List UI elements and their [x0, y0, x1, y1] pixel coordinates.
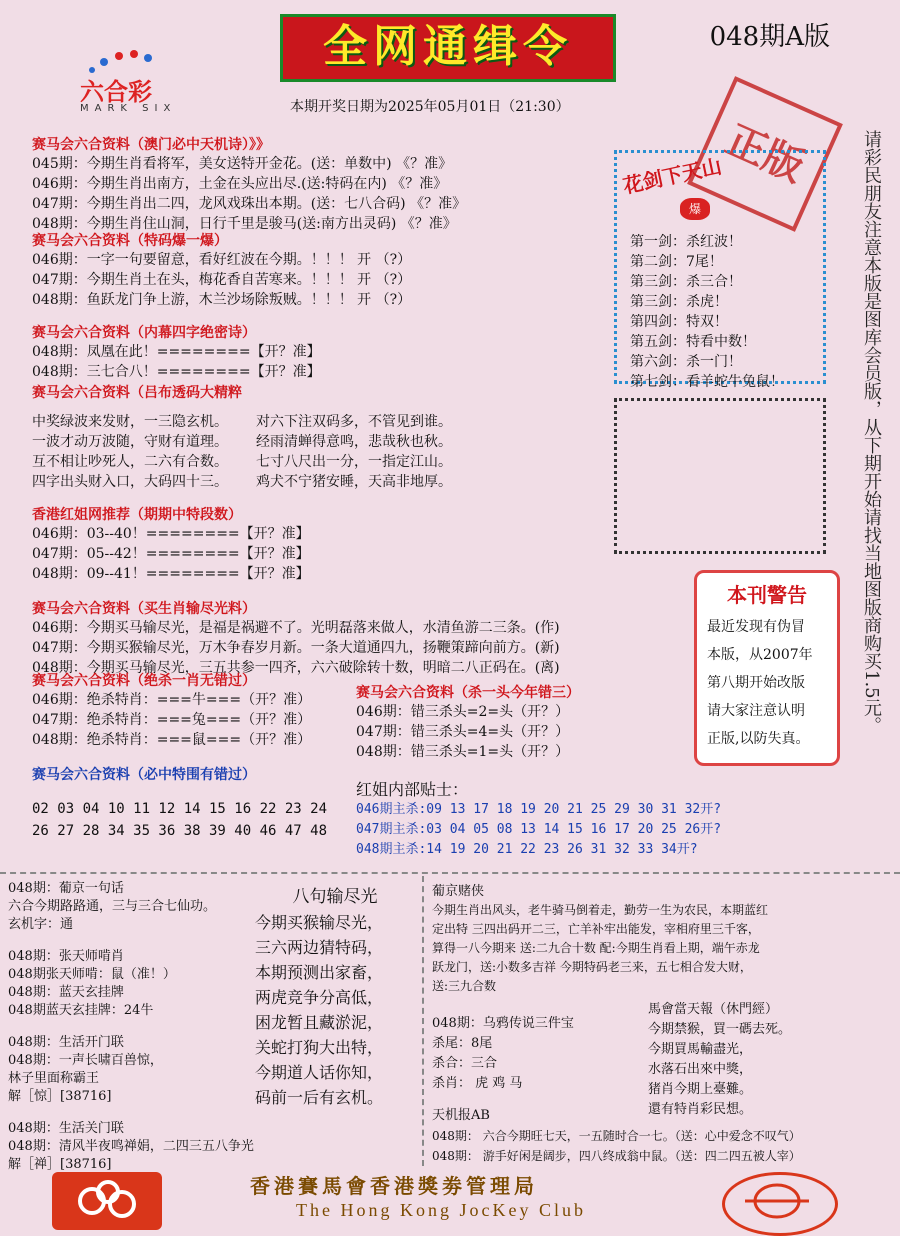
list-item: 048期：葡京一句话	[8, 881, 124, 896]
list-item: 048期：蓝天玄挂牌	[8, 985, 124, 1000]
number-row: 02 03 04 10 11 12 14 15 16 22 23 24	[32, 801, 328, 817]
poem-line: 今期道人话你知，	[255, 1063, 384, 1082]
sword-title: 花剑下天山	[620, 153, 724, 199]
list-item: 048期：09--41！========【开？准】	[32, 566, 310, 582]
section-special-code	[32, 230, 411, 310]
warning-title: 本刊警告	[727, 583, 807, 607]
list-item: 048期：生活关门联	[8, 1121, 124, 1136]
crow-block	[432, 1014, 574, 1094]
list-item: 046期：今期生肖出南方，土金在头应出尽.(送:特码在内) 《？准》	[32, 176, 448, 192]
list-item: 今期買馬輸盡光，	[648, 1042, 753, 1057]
list-item: 算得一八今期来 送:二九合十数 配:今期生肖看上期，端午赤龙	[432, 941, 760, 955]
section-macau-poem	[32, 134, 466, 234]
poem-line: 码前一后有玄机。	[255, 1088, 384, 1107]
section-buy-zodiac	[32, 598, 560, 678]
list-item: 跃龙门，送:小数多吉祥 今期特码老三来，五七相合发大财，	[432, 960, 752, 974]
list-item: 第六剑：杀一门！	[630, 354, 742, 370]
tianji-block	[432, 1106, 801, 1166]
list-item: 048期：凤凰在此！========【开？准】	[32, 344, 321, 360]
list-item: 第二剑：7尾！	[630, 254, 723, 270]
list-item: 048期：错三杀头=1=头（开？）	[356, 744, 570, 760]
bottom-left-col	[8, 880, 254, 1174]
poem-line: 困龙暂且藏淤泥，	[255, 1013, 384, 1032]
list-item: 048期：清风半夜鸣禅娟，二四三五八争光	[8, 1139, 254, 1154]
list-item: 048期：今期买马输尽光，三五共参一四齐，六六破除转十数，明暗二八正码在。(离)	[32, 660, 560, 676]
list-item: 048期：一声长啸百兽惊，	[8, 1053, 163, 1068]
list-item: 046期：错三杀头=2=头（开？）	[356, 704, 570, 720]
horse-title: 馬會當天報（休門經）	[648, 1002, 779, 1017]
issue-label: 048期A版	[709, 22, 830, 52]
list-item: 送:三九合数	[432, 979, 497, 993]
list-item: 048期：生活开门联	[8, 1035, 124, 1050]
list-item: 互不相让吵死人，二六有合数。	[32, 454, 228, 470]
section-kill-head	[356, 682, 580, 762]
warning-box	[694, 570, 840, 766]
warning-line: 正版,以防失真。	[707, 731, 810, 747]
lottery-logo	[722, 1172, 838, 1236]
list-item: 047期：今期买猴输尽光，万木争春岁月新。一条大道通四九，扬鞭策蹄向前方。(新)	[32, 640, 560, 656]
list-item: 048期：三七合八！========【开？准】	[32, 364, 321, 380]
list-item: 中奖绿波来发财，一三隐玄机。	[32, 414, 228, 430]
list-item: 047期：今期生肖出二四，龙风戏珠出本期。(送：七八合码) 《？准》	[32, 196, 467, 212]
poem-title: 八句输尽光	[292, 887, 378, 907]
list-item: 第四剑：特双！	[630, 314, 728, 330]
list-item: 046期：今期买马输尽光，是福是祸避不了。光明磊落来做人，水清鱼游二三条。(作)	[32, 620, 560, 636]
logo-sub: MARK SIX	[80, 103, 177, 114]
list-item: 葡京赌侠	[432, 884, 485, 899]
section-title: 赛马会六合资料（内幕四字绝密诗）	[32, 325, 256, 341]
page-title: 全网通缉令	[280, 14, 616, 82]
section-title: 赛马会六合资料（杀一头今年错三）	[356, 685, 580, 701]
list-item: 解［惊］[38716]	[8, 1089, 112, 1104]
jockey-club-logo	[52, 1172, 162, 1230]
list-item: 林子里面称霸王	[8, 1071, 100, 1086]
section-title: 赛马会六合资料（澳门必中天机诗）》》	[32, 137, 270, 153]
list-item: 048期：张天师啃肖	[8, 949, 124, 964]
list-item: 048期蓝天玄挂牌：24牛	[8, 1003, 154, 1018]
list-item: 鸡犬不宁猪安睡，天高非地厚。	[256, 474, 452, 490]
authentic-stamp: 正版	[687, 76, 843, 232]
list-item: 048期：乌鸦传说三件宝	[432, 1016, 574, 1031]
poem-line: 本期预测出家畜，	[255, 963, 384, 982]
sword-list	[630, 232, 784, 392]
section-special-range	[32, 764, 327, 842]
sister-tips-title: 红姐内部贴士：	[356, 780, 469, 799]
list-item: 解［禅］[38716]	[8, 1157, 112, 1172]
section-title: 香港红姐网推荐（期期中特段数）	[32, 507, 242, 523]
horse-report	[648, 1000, 791, 1120]
draw-date: 本期开奖日期为2025年05月01日（21:30）	[290, 99, 570, 115]
section-hongjie	[32, 504, 310, 584]
warning-line: 本版，从2007年	[707, 647, 813, 663]
list-item: 对六下注双码多，不管见到谁。	[256, 414, 452, 430]
list-item: 第三剑：杀三合！	[630, 274, 742, 290]
poem-line: 两虎竞争分高低，	[255, 988, 384, 1007]
list-item: 今期禁猴，買一碼去死。	[648, 1022, 792, 1037]
list-item: 杀尾：8尾	[432, 1036, 493, 1051]
list-item: 047期：错三杀头=4=头（开？）	[356, 724, 570, 740]
list-item: 一波才动万波随，守财有道理。	[32, 434, 228, 450]
list-item: 046期：一字一句要留意，看好红波在今期。！！！ 开 （?）	[32, 252, 412, 268]
vertical-divider	[422, 876, 424, 1166]
section-secret-poem	[32, 322, 321, 402]
list-item: 046期：03--40！========【开？准】	[32, 526, 310, 542]
knight-block	[432, 882, 768, 996]
poem-line: 今期买猴输尽光，	[255, 913, 384, 932]
list-item: 猪肖今期上臺難。	[648, 1082, 753, 1097]
list-item: 048期：今期生肖住山洞，日行千里是骏马(送:南方出灵码) 《？准》	[32, 216, 457, 232]
poem-line: 三六两边猜特码，	[255, 938, 384, 957]
list-item: 杀肖： 虎 鸡 马	[432, 1076, 523, 1091]
list-item: 七寸八尺出一分，一指定江山。	[256, 454, 452, 470]
list-item: 048期： 六合今期旺七天，一五随时合一七。（送：心中爱念不叹气）	[432, 1129, 801, 1143]
number-row: 26 27 28 34 35 36 38 39 40 46 47 48	[32, 823, 328, 839]
list-item: 玄机字：通	[8, 917, 74, 932]
list-item: 047期主杀:03 04 05 08 13 14 15 16 17 20 25 26开?	[356, 822, 722, 837]
footer-en: The Hong Kong JocKey Club	[296, 1200, 586, 1220]
warning-line: 请大家注意认明	[707, 703, 805, 719]
list-item: 048期：绝杀特肖：===鼠===（开？准）	[32, 732, 312, 748]
poem-block	[255, 885, 415, 1110]
list-item: 水落石出來中獎，	[648, 1062, 753, 1077]
list-item: 048期张天师啃：鼠（准！）	[8, 967, 176, 982]
list-item: 048期： 游手好闲是阔步，四八终成翁中鼠。（送：四二四五被人宰）	[432, 1149, 801, 1163]
list-item: 定出特 三四出码开二三，亡羊补牢出能发，宰相府里三千客，	[432, 922, 760, 936]
list-item: 第五剑：特看中数！	[630, 334, 756, 350]
section-title: 赛马会六合资料（特码爆一爆）	[32, 233, 228, 249]
list-item: 四字出头财入口，大码四十三。	[32, 474, 228, 490]
section-title: 赛马会六合资料（吕布透码大精粹	[32, 385, 242, 401]
section-title: 赛马会六合资料（必中特围有错过）	[32, 767, 256, 783]
divider	[0, 872, 900, 874]
list-item: 六合今期路路通，三与三合七仙功。	[8, 899, 217, 914]
section-lubu	[32, 412, 452, 492]
section-title: 赛马会六合资料（绝杀一肖无错过）	[32, 673, 256, 689]
poem-line: 关蛇打狗大出特，	[255, 1038, 384, 1057]
list-item: 杀合：三合	[432, 1056, 498, 1071]
sister-tips	[356, 780, 721, 860]
list-item: 第一剑：杀红波！	[630, 234, 742, 250]
list-item: 046期：绝杀特肖：===牛===（开？准）	[32, 692, 312, 708]
vertical-note: 请彩民朋友注意本版是图库会员版，从下期开始请找当地图版商购买1.5元。	[861, 130, 882, 735]
list-item: 046期主杀:09 13 17 18 19 20 21 25 29 30 31 32开?	[356, 802, 722, 817]
list-item: 048期主杀:14 19 20 21 22 23 26 31 32 33 34开?	[356, 842, 698, 857]
burst-badge: 爆	[680, 198, 710, 220]
list-item: 還有特肖彩民想。	[648, 1102, 753, 1117]
list-item: 047期：今期生肖土在头，梅花香自苦寒来。！！！ 开 （?）	[32, 272, 412, 288]
list-item: 045期：今期生肖看将军，美女送特开金花。(送：单数中) 《？准》	[32, 156, 453, 172]
logo-text: 六合彩	[80, 77, 152, 106]
warning-line: 第八期开始改版	[707, 675, 805, 691]
list-item: 今期生肖出风头，老牛骑马倒着走，勤劳一生为农民，本期蓝红	[432, 903, 769, 917]
list-item: 经雨清蝉得意鸣，悲哉秋也秋。	[256, 434, 452, 450]
footer-cn: 香港賽馬會香港獎劵管理局	[250, 1174, 538, 1198]
list-item: 第三剑：杀虎！	[630, 294, 728, 310]
list-item: 047期：05--42！========【开？准】	[32, 546, 310, 562]
section-kill-zodiac	[32, 670, 311, 750]
list-item: 048期：鱼跃龙门争上游，木兰沙场除叛贼。！！！ 开 （?）	[32, 292, 412, 308]
empty-dotted-box	[614, 398, 826, 554]
list-item: 天机报AB	[432, 1108, 490, 1123]
section-title: 赛马会六合资料（买生肖输尽光料）	[32, 601, 256, 617]
list-item: 047期：绝杀特肖：===兔===（开？准）	[32, 712, 312, 728]
warning-line: 最近发现有伪冒	[707, 619, 805, 635]
list-item: 第七剑：看羊蛇牛兔鼠！	[630, 374, 784, 390]
